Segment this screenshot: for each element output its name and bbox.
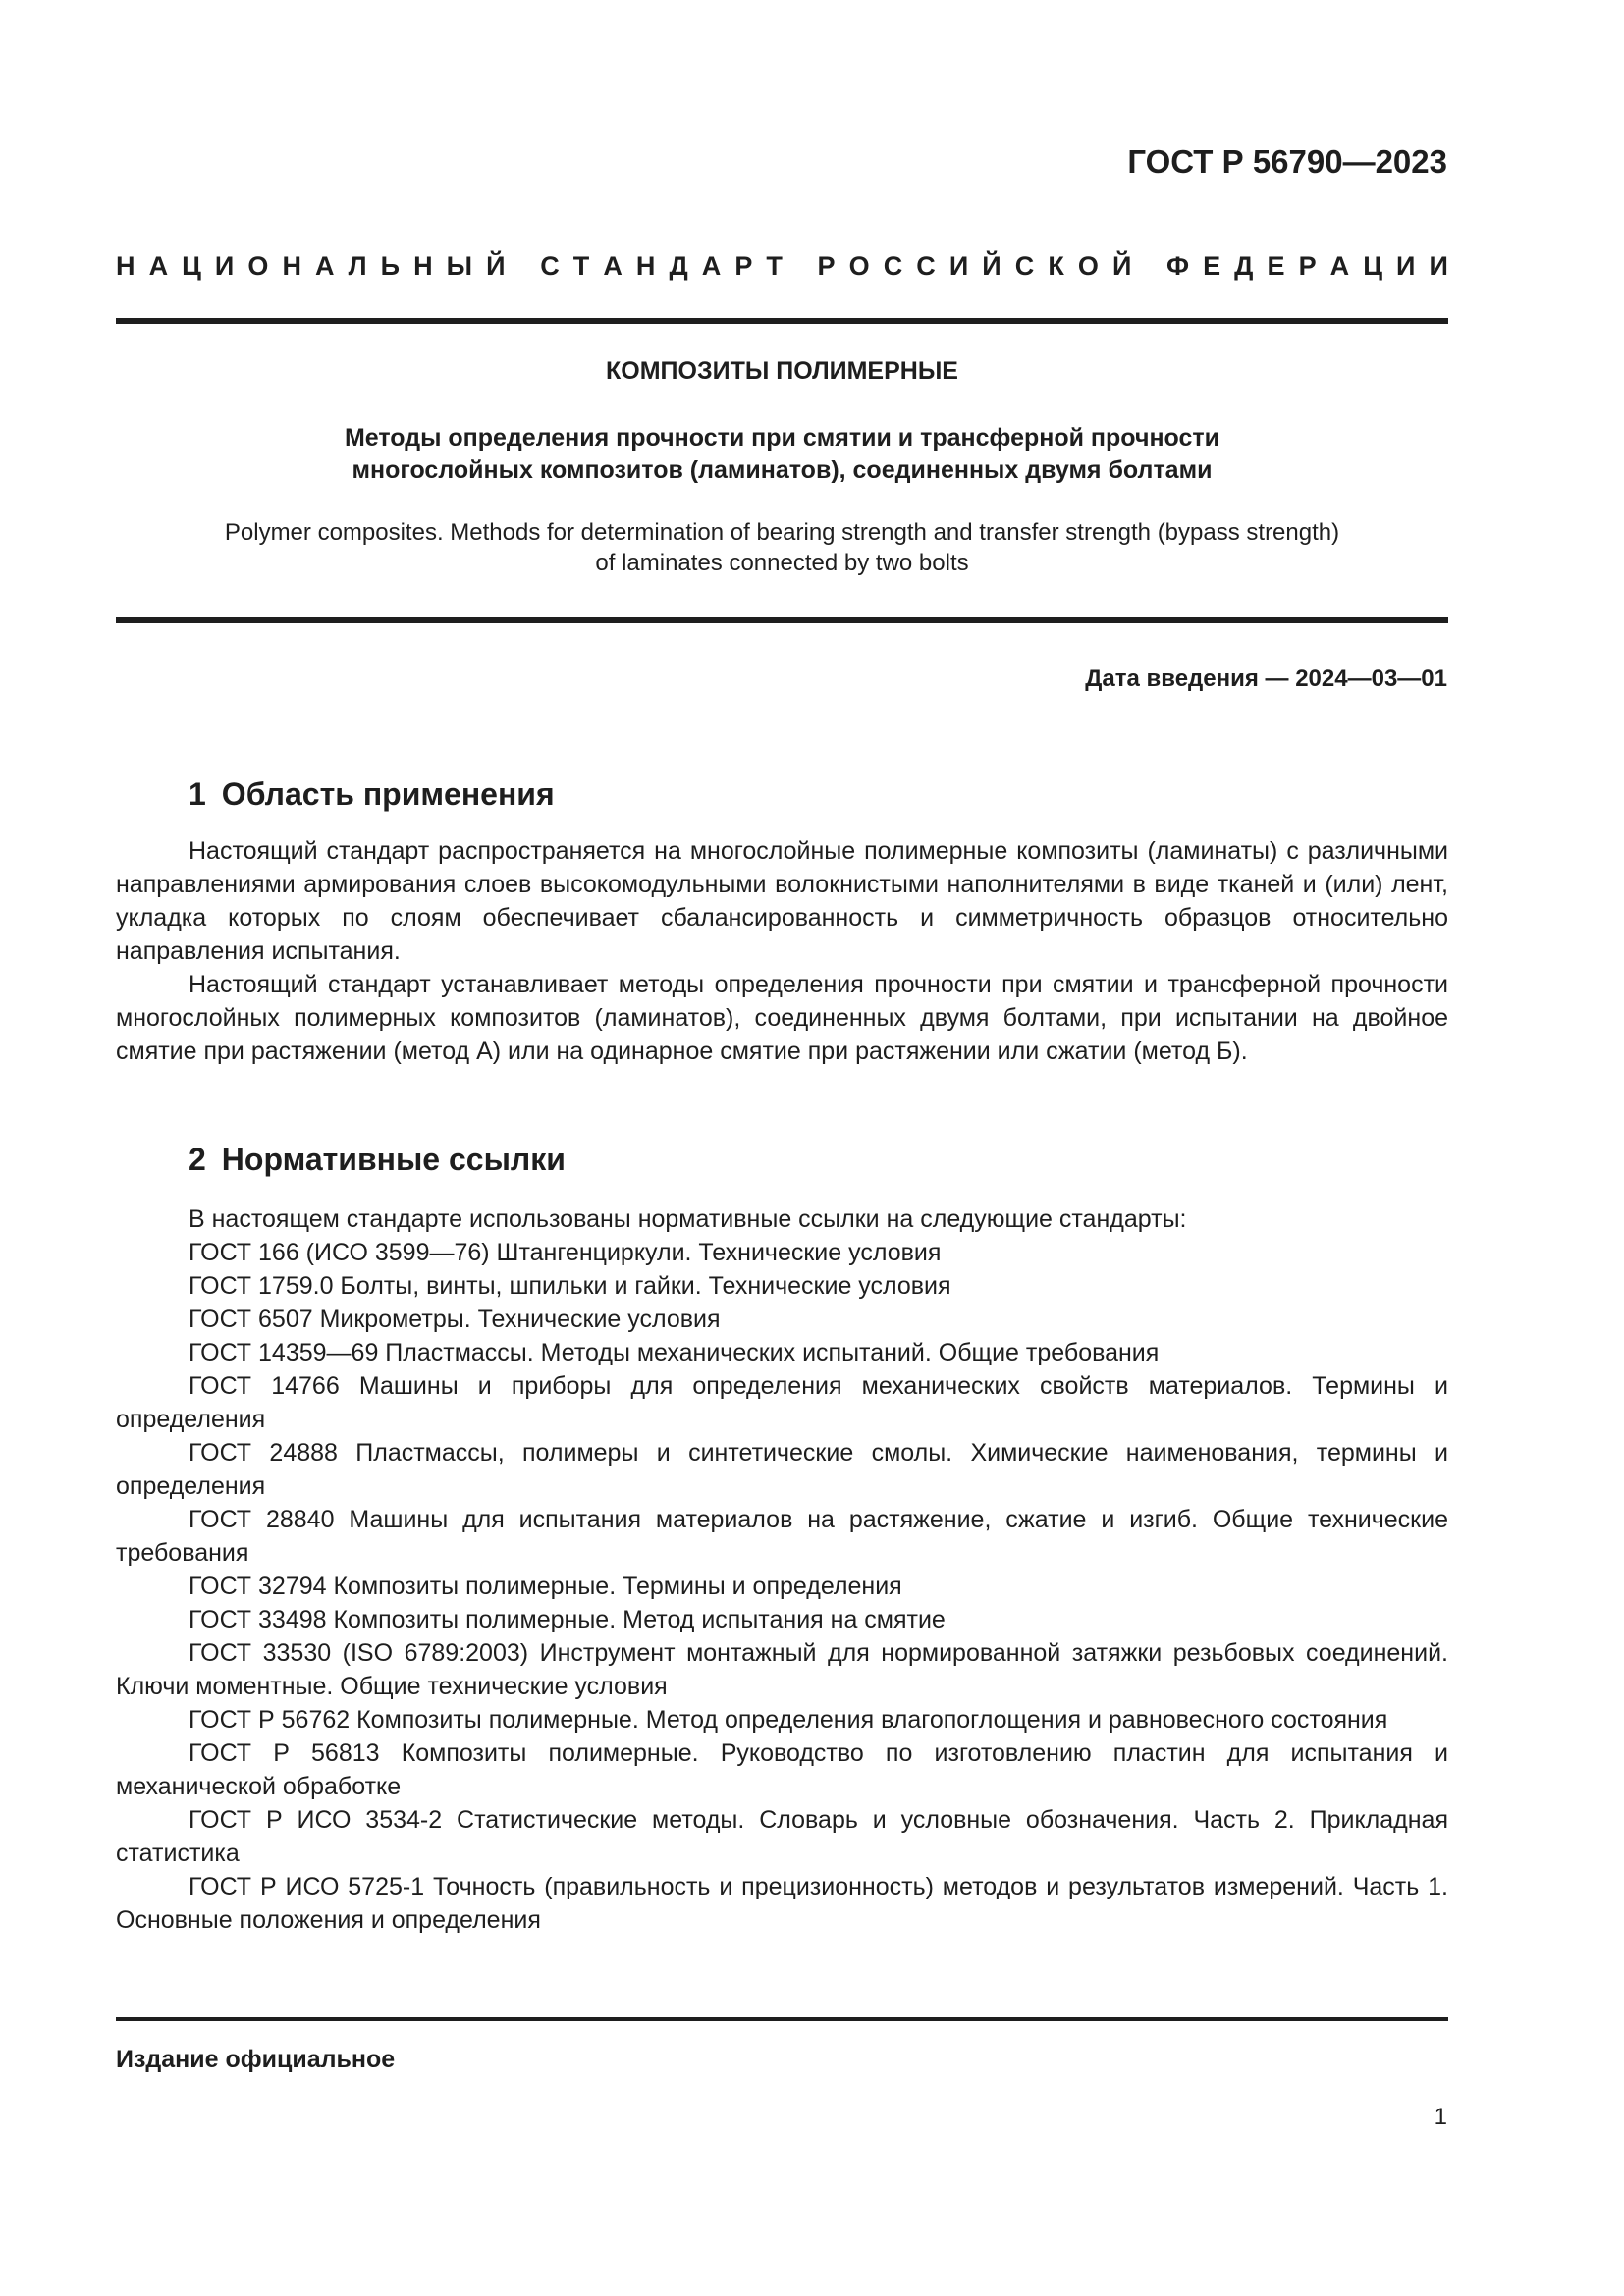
banner-letter: Ц — [182, 251, 201, 281]
banner-letter: С — [883, 251, 903, 281]
banner-letter: Й — [486, 251, 506, 281]
banner-letter: А — [315, 251, 335, 281]
section-1-title: Область применения — [221, 776, 555, 812]
reference-item: ГОСТ 6507 Микрометры. Технические условия — [189, 1306, 721, 1333]
national-standard-text — [116, 251, 1448, 282]
banner-letter: Н — [413, 251, 433, 281]
footer-divider — [116, 2017, 1448, 2021]
section-1-body — [116, 834, 1448, 1068]
banner-letter: А — [701, 251, 722, 281]
banner-letter: К — [1048, 251, 1064, 281]
banner-letter: Й — [982, 251, 1001, 281]
english-title — [116, 517, 1448, 578]
banner-letter: С — [1014, 251, 1035, 281]
banner-letter: Й — [1111, 251, 1132, 281]
introduction-date: Дата введения — 2024—03—01 — [1085, 666, 1447, 692]
banner-letter — [1145, 251, 1153, 282]
subtitle-line-1: Методы определения прочности при смятии и трансферной прочности — [344, 424, 1220, 452]
banner-letter — [519, 251, 527, 282]
reference-item: ГОСТ 24888 Пластмассы, полимеры и синтетические смолы. Химические наименования, термины и определения — [116, 1439, 1448, 1500]
top-divider — [116, 318, 1448, 324]
official-edition-label: Издание официальное — [116, 2046, 396, 2073]
banner-letter: Ф — [1165, 251, 1190, 281]
banner-letter: И — [214, 251, 235, 281]
banner-letter: Д — [669, 251, 688, 281]
reference-item: ГОСТ 33530 (ISO 6789:2003) Инструмент монтажный для нормированной затяжки резьбовых соединений. Ключи моментные. Общие технические условия — [116, 1639, 1448, 1700]
document-subtitle — [116, 422, 1448, 487]
section-2-number: 2 — [189, 1142, 206, 1177]
banner-letter: Н — [282, 251, 301, 281]
banner-letter: И — [1429, 251, 1448, 281]
banner-letter — [796, 251, 804, 282]
banner-letter: И — [948, 251, 969, 281]
banner-letter: И — [1396, 251, 1416, 281]
banner-letter: Р — [817, 251, 836, 281]
reference-item: ГОСТ Р 56813 Композиты полимерные. Руководство по изготовлению пластин для испытания и механической обработке — [116, 1739, 1448, 1800]
page-number: 1 — [1434, 2104, 1447, 2130]
section-1-heading — [189, 776, 555, 813]
banner-letter: О — [1077, 251, 1099, 281]
banner-letter: А — [148, 251, 169, 281]
banner-letter: С — [916, 251, 936, 281]
reference-item: ГОСТ Р ИСО 3534-2 Статистические методы. Словарь и условные обозначения. Часть 2. Прикладная статистика — [116, 1806, 1448, 1867]
section-2-body — [116, 1202, 1448, 1937]
english-title-line-2: of laminates connected by two bolts — [595, 550, 969, 576]
reference-item: ГОСТ 28840 Машины для испытания материалов на растяжение, сжатие и изгиб. Общие технические требования — [116, 1506, 1448, 1567]
banner-letter: Р — [1298, 251, 1317, 281]
banner-letter: Е — [1267, 251, 1285, 281]
banner-letter: Н — [116, 251, 135, 281]
banner-letter: А — [603, 251, 623, 281]
banner-letter: Т — [572, 251, 590, 281]
english-title-line-1: Polymer composites. Methods for determination of bearing strength and transfer strength (bypass strength) — [224, 519, 1340, 546]
banner-letter: Ы — [446, 251, 473, 281]
banner-letter: О — [247, 251, 269, 281]
banner-letter: Ь — [380, 251, 401, 281]
banner-letter: С — [540, 251, 560, 281]
reference-item: ГОСТ Р ИСО 5725-1 Точность (правильность и прецизионность) методов и результатов измерений. Часть 1. Основные положения и определения — [116, 1873, 1448, 1934]
banner-letter: Т — [766, 251, 783, 281]
document-title: КОМПОЗИТЫ ПОЛИМЕРНЫЕ — [606, 357, 958, 385]
reference-item: ГОСТ 33498 Композиты полимерные. Метод испытания на смятие — [189, 1606, 946, 1633]
banner-letter: О — [848, 251, 870, 281]
reference-item: ГОСТ 14766 Машины и приборы для определения механических свойств материалов. Термины и определения — [116, 1372, 1448, 1433]
section-1-paragraph: Настоящий стандарт устанавливает методы определения прочности при смятии и трансферной прочности многослойных полимерных композитов (ламинатов), соединенных двумя болтами, при испытании на двойное смятие при растяжении (метод А) или на одинарное смятие при растяжении или сжатии (метод Б). — [116, 971, 1448, 1065]
reference-item: ГОСТ Р 56762 Композиты полимерные. Метод определения влагопоглощения и равновесного состояния — [189, 1706, 1388, 1734]
banner-letter: Н — [635, 251, 656, 281]
reference-item: ГОСТ 1759.0 Болты, винты, шпильки и гайки. Технические условия — [189, 1272, 951, 1300]
section-1-paragraph: Настоящий стандарт распространяется на многослойные полимерные композиты (ламинаты) с различными направлениями армирования слоев высокомодульными волокнистыми наполнителями в виде тканей и (или) лент, укладка которых по слоям обеспечивает сбалансированность и симметричность образцов относительно направления испытания. — [116, 837, 1448, 965]
banner-letter: Р — [734, 251, 753, 281]
subtitle-line-2: многослойных композитов (ламинатов), соединенных двумя болтами — [352, 456, 1213, 484]
banner-letter: Е — [1203, 251, 1221, 281]
national-standard-banner — [116, 251, 1448, 282]
section-2-heading — [189, 1142, 566, 1178]
reference-item: ГОСТ 32794 Композиты полимерные. Термины и определения — [189, 1573, 902, 1600]
section-2-title: Нормативные ссылки — [221, 1142, 566, 1177]
banner-letter: Л — [348, 251, 367, 281]
reference-item: ГОСТ 14359—69 Пластмассы. Методы механических испытаний. Общие требования — [189, 1339, 1160, 1366]
banner-letter: А — [1329, 251, 1350, 281]
reference-item: ГОСТ 166 (ИСО 3599—76) Штангенциркули. Технические условия — [189, 1239, 942, 1266]
section-1-number: 1 — [189, 776, 206, 812]
section-2-intro: В настоящем стандарте использованы нормативные ссылки на следующие стандарты: — [189, 1205, 1187, 1233]
banner-letter: Д — [1234, 251, 1254, 281]
banner-letter: Ц — [1363, 251, 1382, 281]
gost-code: ГОСТ Р 56790—2023 — [1127, 143, 1447, 180]
title-divider — [116, 617, 1448, 623]
